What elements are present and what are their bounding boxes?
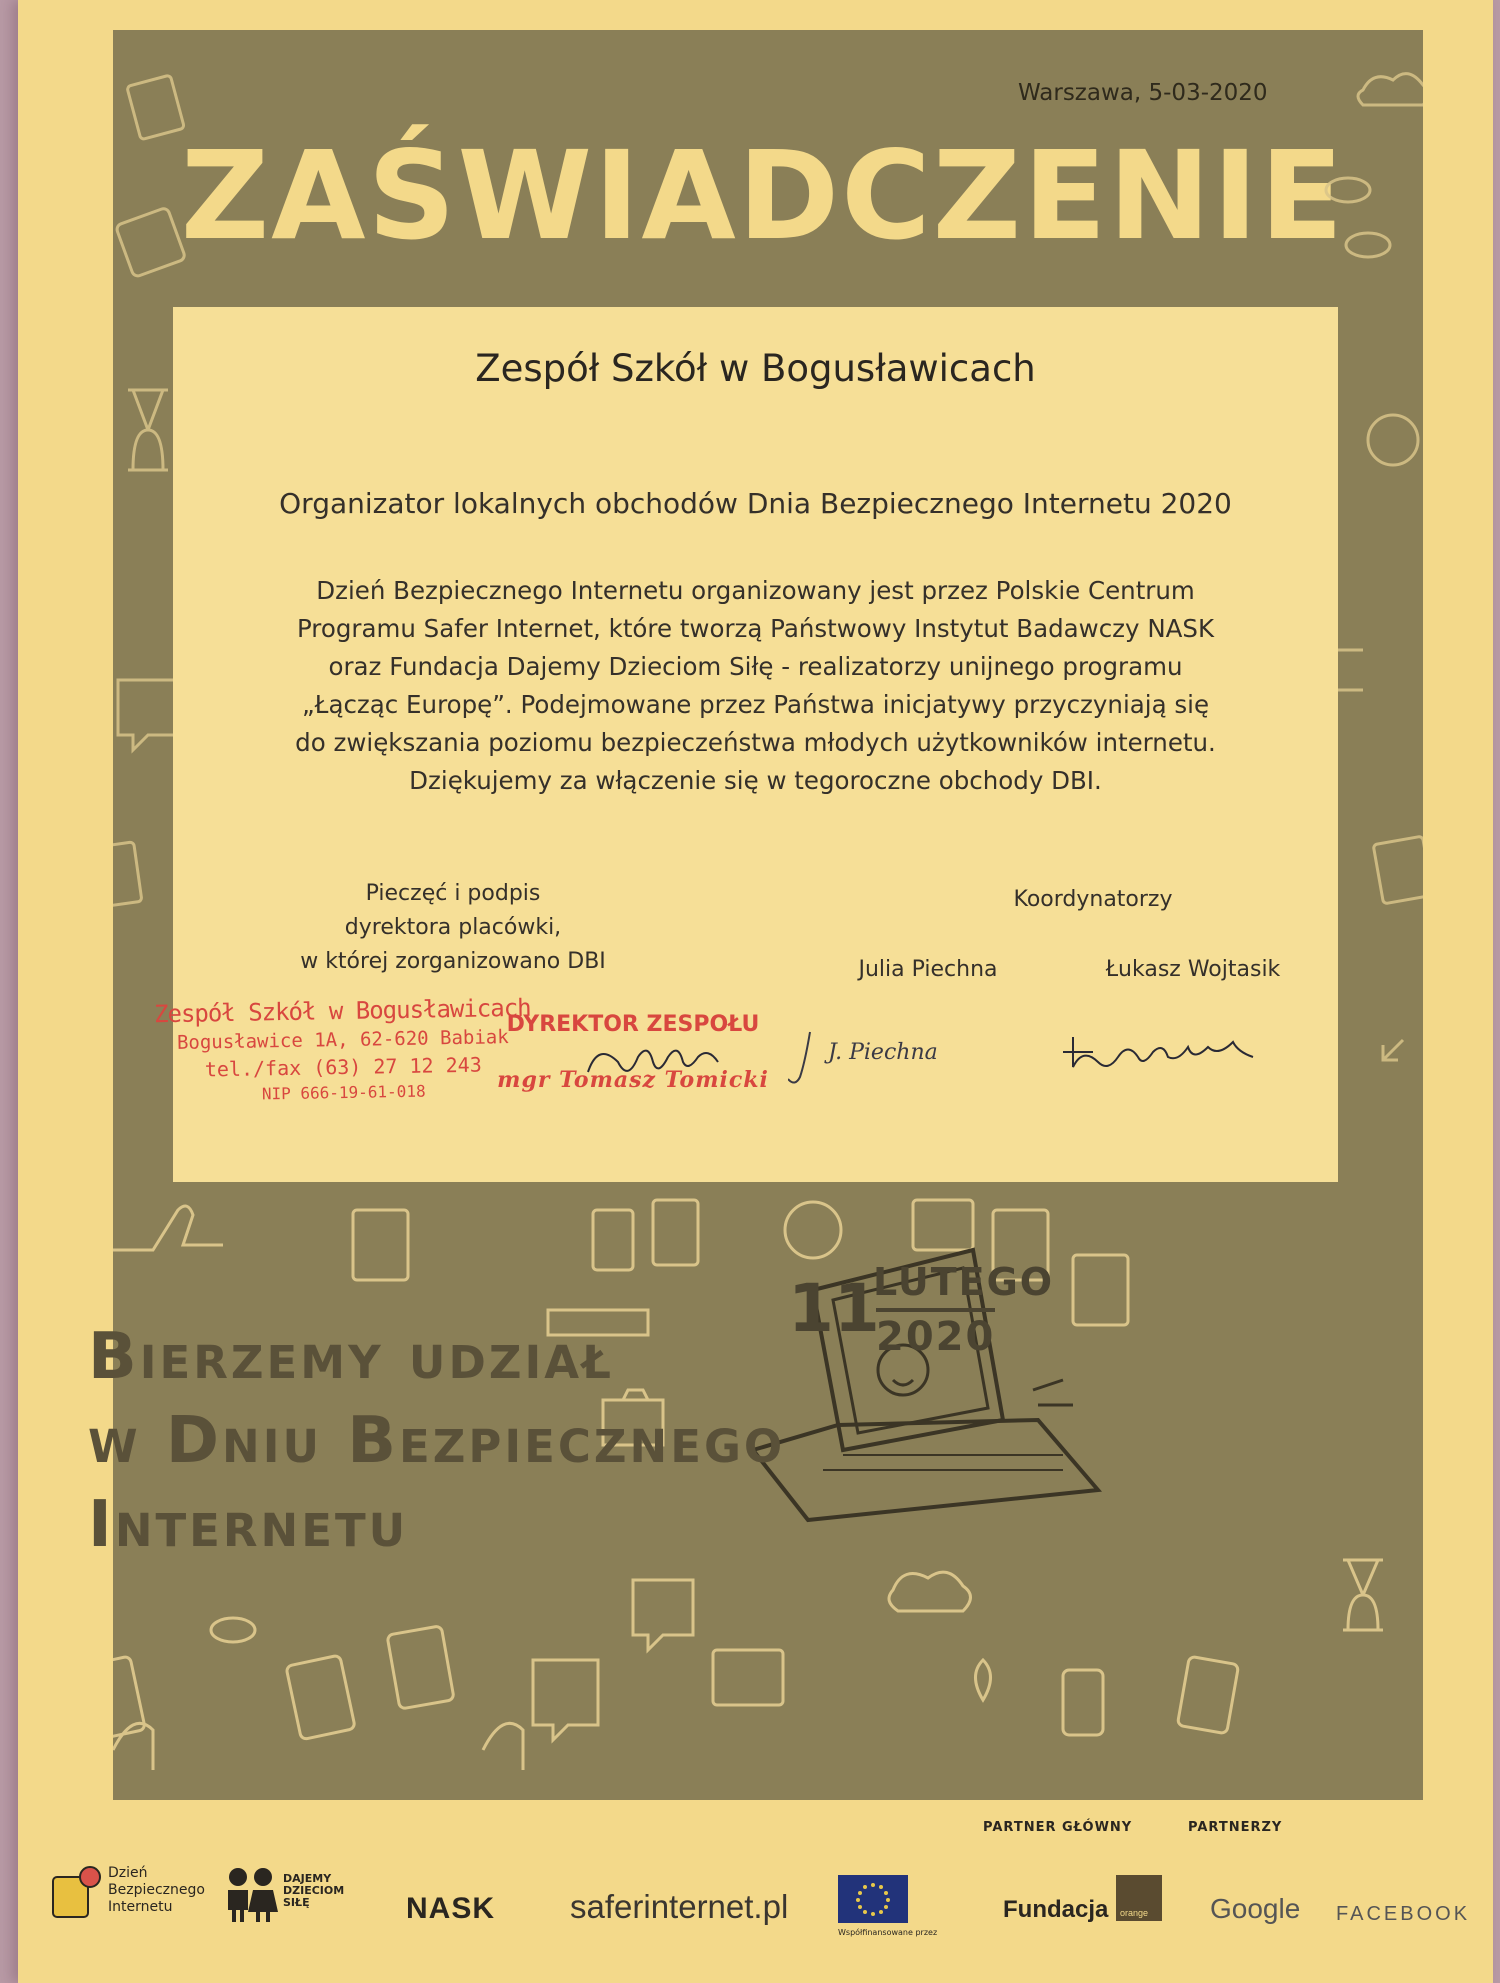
orange-badge (1116, 1875, 1162, 1921)
event-day: 11 (788, 1270, 880, 1347)
body-line: „Łącząc Europę”. Podejmowane przez Państwa inicjatywy przyczyniają się (301, 690, 1210, 719)
location-pin-icon (976, 1660, 991, 1700)
school-name: Zespół Szkół w Bogusławicach (475, 347, 1036, 390)
smiley-chat-icon (533, 1660, 598, 1740)
director-name: mgr Tomasz Tomicki (497, 1067, 769, 1093)
slogan-line: w Dniu Bezpiecznego (88, 1404, 786, 1478)
dds-logo (223, 1865, 373, 1925)
main-partner-label: PARTNER GŁÓWNY (983, 1820, 1133, 1835)
dbi-logo-line: Bezpiecznego (108, 1882, 205, 1898)
orange-foundation-logo: Fundacja (1003, 1896, 1109, 1923)
director-title: DYREKTOR ZESPOŁU (506, 1012, 760, 1037)
stamp-address: Bogusławice 1A, 62-620 Babiak (176, 1026, 509, 1054)
signature-julia-piechna (788, 1017, 988, 1097)
body-line: Programu Safer Internet, które tworzą Państwowy Instytut Badawczy NASK (296, 614, 1215, 643)
dds-logo-line: DAJEMY (283, 1872, 332, 1885)
event-month: LUTEGO (873, 1260, 1055, 1304)
tablet-icon-2 (286, 1655, 355, 1740)
saferinternet-logo: saferinternet.pl (570, 1888, 789, 1925)
tablet-icon-3 (387, 1626, 454, 1709)
chat-photo-icon (913, 1200, 973, 1250)
laptop-photo-icon (713, 1650, 783, 1705)
slogan-line: Internetu (88, 1488, 409, 1562)
portrait-icon (113, 842, 142, 908)
body-paragraph (213, 572, 1298, 800)
heart-chat-icon (118, 680, 178, 750)
children-icon (223, 1865, 278, 1925)
signature-lukasz-wojtasik (1053, 1022, 1293, 1082)
eu-caption: Współfinansowane przez (838, 1928, 938, 1937)
body-line: do zwiększania poziomu bezpieczeństwa młodych użytkowników internetu. (295, 728, 1216, 757)
hourglass-icon (1343, 1560, 1383, 1630)
smiley-icon (785, 1202, 841, 1258)
stamp-phone: tel./fax (63) 27 12 243 (204, 1052, 482, 1082)
photo-icon (127, 75, 185, 140)
coordinator-name-2: Łukasz Wojtasik (1105, 957, 1281, 982)
eu-flag-icon (838, 1875, 908, 1923)
stamp-caption (263, 877, 643, 979)
stamp-caption-line: dyrektora placówki, (344, 915, 562, 940)
photo-icon-2 (1373, 836, 1423, 904)
eye-icon-2 (1346, 233, 1390, 257)
tablet-icon-4 (1177, 1656, 1238, 1734)
coordinators-title: Koordynatorzy (1013, 887, 1173, 912)
dds-logo-line: DZIECIOM (283, 1884, 345, 1897)
hand-touch-icon-2 (483, 1723, 523, 1770)
organizer-line: Organizator lokalnych obchodów Dnia Bezpiecznego Internetu 2020 (279, 487, 1232, 520)
nask-logo: NASK (406, 1892, 496, 1925)
banner-slogan (88, 1315, 808, 1567)
portrait-icon (353, 1210, 408, 1280)
stamp-school-name: Zespół Szkół w Bogusławicach (153, 993, 531, 1029)
coordinator-name-1: Julia Piechna (858, 957, 998, 982)
dbi-logo-line: Dzień (108, 1865, 148, 1881)
certificate-title: ZAŚWIADCZENIE (180, 125, 1346, 267)
phone-icon (593, 1210, 633, 1270)
eye-icon-1 (1326, 178, 1370, 202)
smiley-chat-icon (1368, 415, 1418, 465)
facebook-logo: FACEBOOK (1336, 1903, 1471, 1925)
heart-chat-icon (633, 1580, 693, 1650)
partners-label: PARTNERZY (1188, 1820, 1283, 1835)
google-logo: Google (1210, 1893, 1301, 1924)
body-line: Dzień Bezpiecznego Internetu organizowany jest przez Polskie Centrum (316, 576, 1195, 605)
body-line: oraz Fundacja Dajemy Dzieciom Siłę - realizatorzy unijnego programu (328, 652, 1183, 681)
eye-icon (211, 1618, 255, 1642)
photo-icon (1073, 1255, 1128, 1325)
arrow-icon (1383, 1040, 1403, 1060)
certificate-body (153, 307, 1338, 1182)
stamp-nip: NIP 666-19-61-018 (261, 1081, 426, 1104)
hourglass-icon (128, 390, 168, 470)
event-year: 2020 (876, 1308, 995, 1360)
chat-icon (115, 207, 185, 277)
phone-icon-3 (1063, 1670, 1103, 1735)
stamp-caption-line: w której zorganizowano DBI (300, 949, 606, 974)
dbi-logo (48, 1865, 208, 1925)
orange-badge-text: orange (1120, 1908, 1149, 1918)
dbi-logo-icon (48, 1865, 103, 1925)
dbi-logo-line: Internetu (108, 1899, 173, 1915)
hand-icon (113, 1206, 223, 1250)
issue-date: Warszawa, 5-03-2020 (1018, 80, 1268, 106)
certificate-sheet (18, 0, 1493, 1983)
signature-text: J. Piechna (828, 1040, 938, 1065)
hand-touch-icon (113, 1723, 153, 1770)
body-line: Dziękujemy za włączenie się w tegoroczne obchody DBI. (409, 766, 1102, 795)
cloud-icon (889, 1572, 971, 1611)
director-signature (578, 1032, 778, 1092)
cloud-icon (1358, 74, 1423, 105)
slogan-line: Bierzemy udział (88, 1320, 614, 1394)
tablet-icon (653, 1200, 698, 1265)
dds-logo-line: SIŁĘ (283, 1896, 310, 1909)
stamp-caption-line: Pieczęć i podpis (365, 881, 541, 906)
